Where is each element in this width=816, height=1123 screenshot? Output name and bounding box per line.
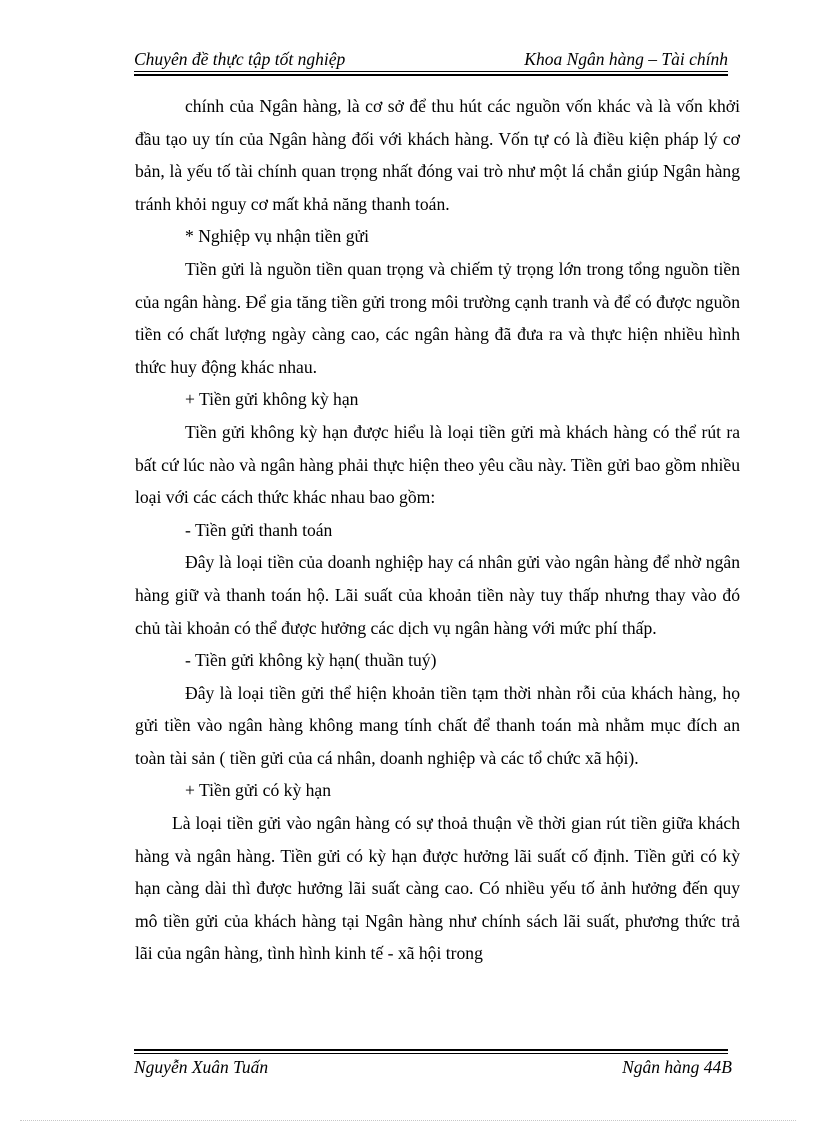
header-faculty: Khoa Ngân hàng – Tài chính — [524, 49, 728, 69]
paragraph-term-deposits: Là loại tiền gửi vào ngân hàng có sự thoả thuận về thời gian rút tiền giữa khách hàng và ngân hàng. Tiền gửi có kỳ hạn được hưởng lãi suất cố định. Tiền gửi có kỳ hạn càng dài thì được hưởng lãi suất càng cao. Có nhiều yếu tố ảnh hưởng đến quy mô tiền gửi của khách hàng tại Ngân hàng như chính sách lãi suất, phương thức trả lãi của ngân hàng, tình hình kinh tế - xã hội trong — [135, 813, 740, 964]
heading-term-deposits: + Tiền gửi có kỳ hạn — [185, 780, 332, 801]
header-rule — [134, 71, 728, 76]
paragraph-payment-deposits: Đây là loại tiền của doanh nghiệp hay cá nhân gửi vào ngân hàng để nhờ ngân hàng giữ và thanh toán hộ. Lãi suất của khoản tiền này tuy thấp nhưng thay vào đó chủ tài khoản có thể được hưởng các dịch vụ ngân hàng với mức phí thấp. — [135, 552, 740, 638]
footer-class: Ngân hàng 44B — [622, 1057, 732, 1077]
paragraph-pure-demand-deposits: Đây là loại tiền gửi thể hiện khoản tiền tạm thời nhàn rỗi của khách hàng, họ gửi tiền vào ngân hàng không mang tính chất để thanh toán mà nhằm mục đích an toàn tài sản ( tiền gửi của cá nhân, doanh nghiệp và các tổ chức xã hội). — [135, 682, 740, 768]
page-footer — [134, 1056, 732, 1078]
paragraph-equity-capital: chính của Ngân hàng, là cơ sở để thu hút các nguồn vốn khác và là vốn khởi đầu tạo uy tín của Ngân hàng đối với khách hàng. Vốn tự có là điều kiện pháp lý cơ bản, là yếu tố tài chính quan trọng nhất đóng vai trò như một lá chắn giúp Ngân hàng tránh khỏi nguy cơ mất khả năng thanh toán. — [135, 96, 740, 214]
heading-demand-deposits: + Tiền gửi không kỳ hạn — [185, 389, 359, 410]
heading-deposit-operations: * Nghiệp vụ nhận tiền gửi — [185, 226, 369, 247]
heading-payment-deposits: - Tiền gửi thanh toán — [185, 519, 333, 540]
heading-pure-demand-deposits: - Tiền gửi không kỳ hạn( thuần tuý) — [185, 650, 437, 671]
page-body — [135, 90, 740, 970]
page-boundary — [20, 1120, 796, 1121]
footer-rule — [134, 1049, 728, 1054]
paragraph-deposits-intro: Tiền gửi là nguồn tiền quan trọng và chiếm tỷ trọng lớn trong tổng nguồn tiền của ngân hàng. Để gia tăng tiền gửi trong môi trường cạnh tranh và để có được nguồn tiền có chất lượng ngày càng cao, các ngân hàng đã đưa ra và thực hiện nhiều hình thức huy động khác nhau. — [135, 258, 740, 377]
header-document-title: Chuyên đề thực tập tốt nghiệp — [134, 49, 346, 69]
page-header — [134, 48, 728, 70]
footer-author: Nguyễn Xuân Tuấn — [134, 1057, 269, 1077]
paragraph-demand-deposits: Tiền gửi không kỳ hạn được hiểu là loại tiền gửi mà khách hàng có thể rút ra bất cứ lúc nào và ngân hàng phải thực hiện theo yêu cầu này. Tiền gửi bao gồm nhiều loại với các cách thức khác nhau bao gồm: — [135, 421, 740, 508]
